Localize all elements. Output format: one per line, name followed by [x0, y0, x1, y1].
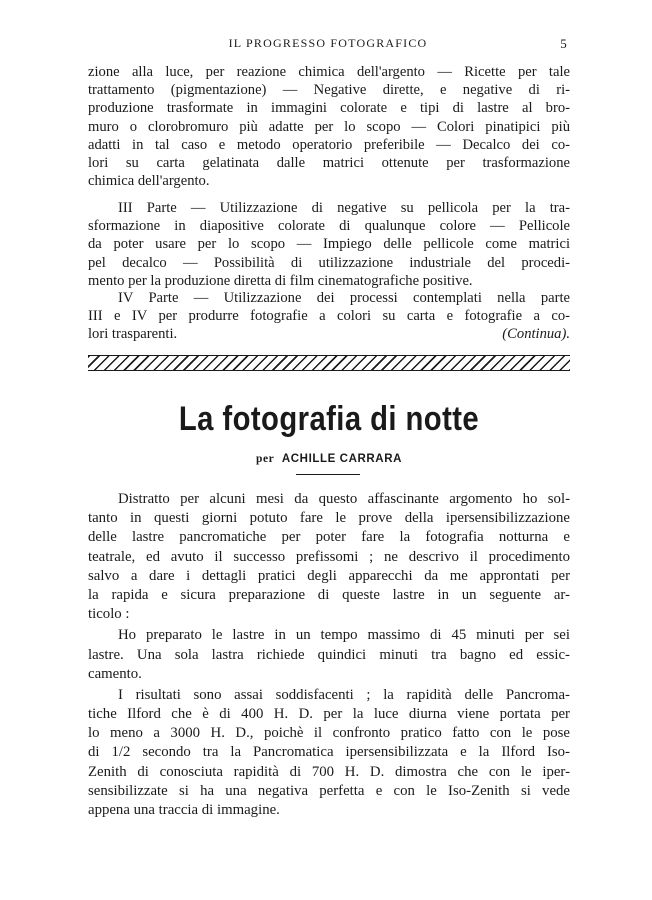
text-line: delle lastre pancromatiche per poter fare la fotografia notturna e: [88, 529, 570, 546]
text-line: da poter usare per lo scopo — Impiego delle pellicole come matrici: [88, 236, 570, 253]
article-body: [88, 490, 570, 820]
text-line: Distratto per alcuni mesi da questo affascinante argomento ho sol-: [118, 491, 570, 507]
text-line: sensibilizzate si ha una negativa perfetta e con le Iso-Zenith si vede: [88, 782, 570, 799]
continuation-note: (Continua).: [502, 326, 570, 343]
previous-article-paragraph-2: [88, 199, 570, 290]
text-line: salvo a dare i dettagli pratici degli apparecchi da me approntati per: [88, 567, 570, 584]
running-head: [88, 36, 568, 52]
text-line: adatti in tal caso e metodo operatorio preferibile — Decalco dei co-: [88, 136, 570, 153]
article-title: La fotografia di notte: [178, 400, 480, 438]
text-line: muro o clorobromuro più adatte per lo scopo — Colori pinatipici più: [88, 118, 570, 135]
text-line: IV Parte — Utilizzazione dei processi contemplati nella parte: [118, 290, 570, 306]
text-line: zione alla luce, per reazione chimica dell'argento — Ricette per tale: [88, 64, 570, 80]
text-line: lo meno a 3000 H. D., poichè il confronto pratico fatto con le pose: [88, 725, 570, 742]
text-line: tiche Ilford che è di 400 H. D. per la luce diurna viene portata per: [88, 706, 570, 723]
text-line: chimica dell'argento.: [88, 173, 210, 190]
text-line: mento per la produzione diretta di film cinematografiche positive.: [88, 272, 473, 289]
text-line: I risultati sono assai soddisfacenti ; la rapidità delle Pancroma-: [118, 686, 570, 703]
text-line: la rapida e sicura preparazione di queste lastre in un seguente ar-: [88, 586, 570, 603]
text-line: sformazione in diapositive colorate di qualunque colore — Pellicole: [88, 218, 570, 235]
text-line: teatrale, ed avuto il successo prefissomi ; ne descrivo il procedimento: [88, 548, 570, 565]
text-line: trattamento (pigmentazione) — Negative dirette, e negative di ri-: [88, 82, 570, 99]
text-line: lastre. Una sola lastra richiede quindici minuti tra bagno ed essic-: [88, 646, 570, 663]
text-line: camento.: [88, 665, 142, 682]
text-line: appena una traccia di immagine.: [88, 802, 280, 818]
previous-article-paragraph-3: [88, 289, 570, 344]
text-line: Zenith di conosciuta rapidità di 700 H. D. dimostra che con le iper-: [88, 763, 570, 780]
text-line: III Parte — Utilizzazione di negative su pellicola per la tra-: [118, 200, 570, 216]
text-line: lori su carta gelatinata dalle matrici ottenute per trasformazione: [88, 154, 570, 171]
closing-line: [88, 325, 570, 343]
text-line: di 1/2 secondo tra la Pancromatica ipersensibilizzata e la Ilford Iso-: [88, 744, 570, 761]
text-line: produzione trasformate in immagini colorate e tipi di lastre al bro-: [88, 100, 570, 117]
byline-prefix: per: [255, 453, 275, 465]
text-line: Ho preparato le lastre in un tempo massimo di 45 minuti per sei: [118, 627, 570, 644]
page-number: 5: [560, 36, 568, 51]
running-title: IL PROGRESSO FOTOGRAFICO: [228, 36, 428, 50]
section-divider: [88, 355, 570, 371]
text-line: ticolo :: [88, 606, 130, 623]
text-line: III e IV per produrre fotografie a colori su carta e fotografie a co-: [88, 308, 570, 325]
text-line: pel decalco — Possibilità di utilizzazione industriale del procedi-: [88, 254, 570, 271]
previous-article-paragraph-1: [88, 63, 570, 190]
byline: [88, 453, 570, 465]
text-line: lori trasparenti.: [88, 326, 178, 343]
byline-rule: [296, 474, 360, 475]
author-name: ACHILLE CARRARA: [281, 453, 403, 465]
text-line: tanto in questi giorni potuto fare le prove della ipersensibilizzazione: [88, 510, 570, 527]
